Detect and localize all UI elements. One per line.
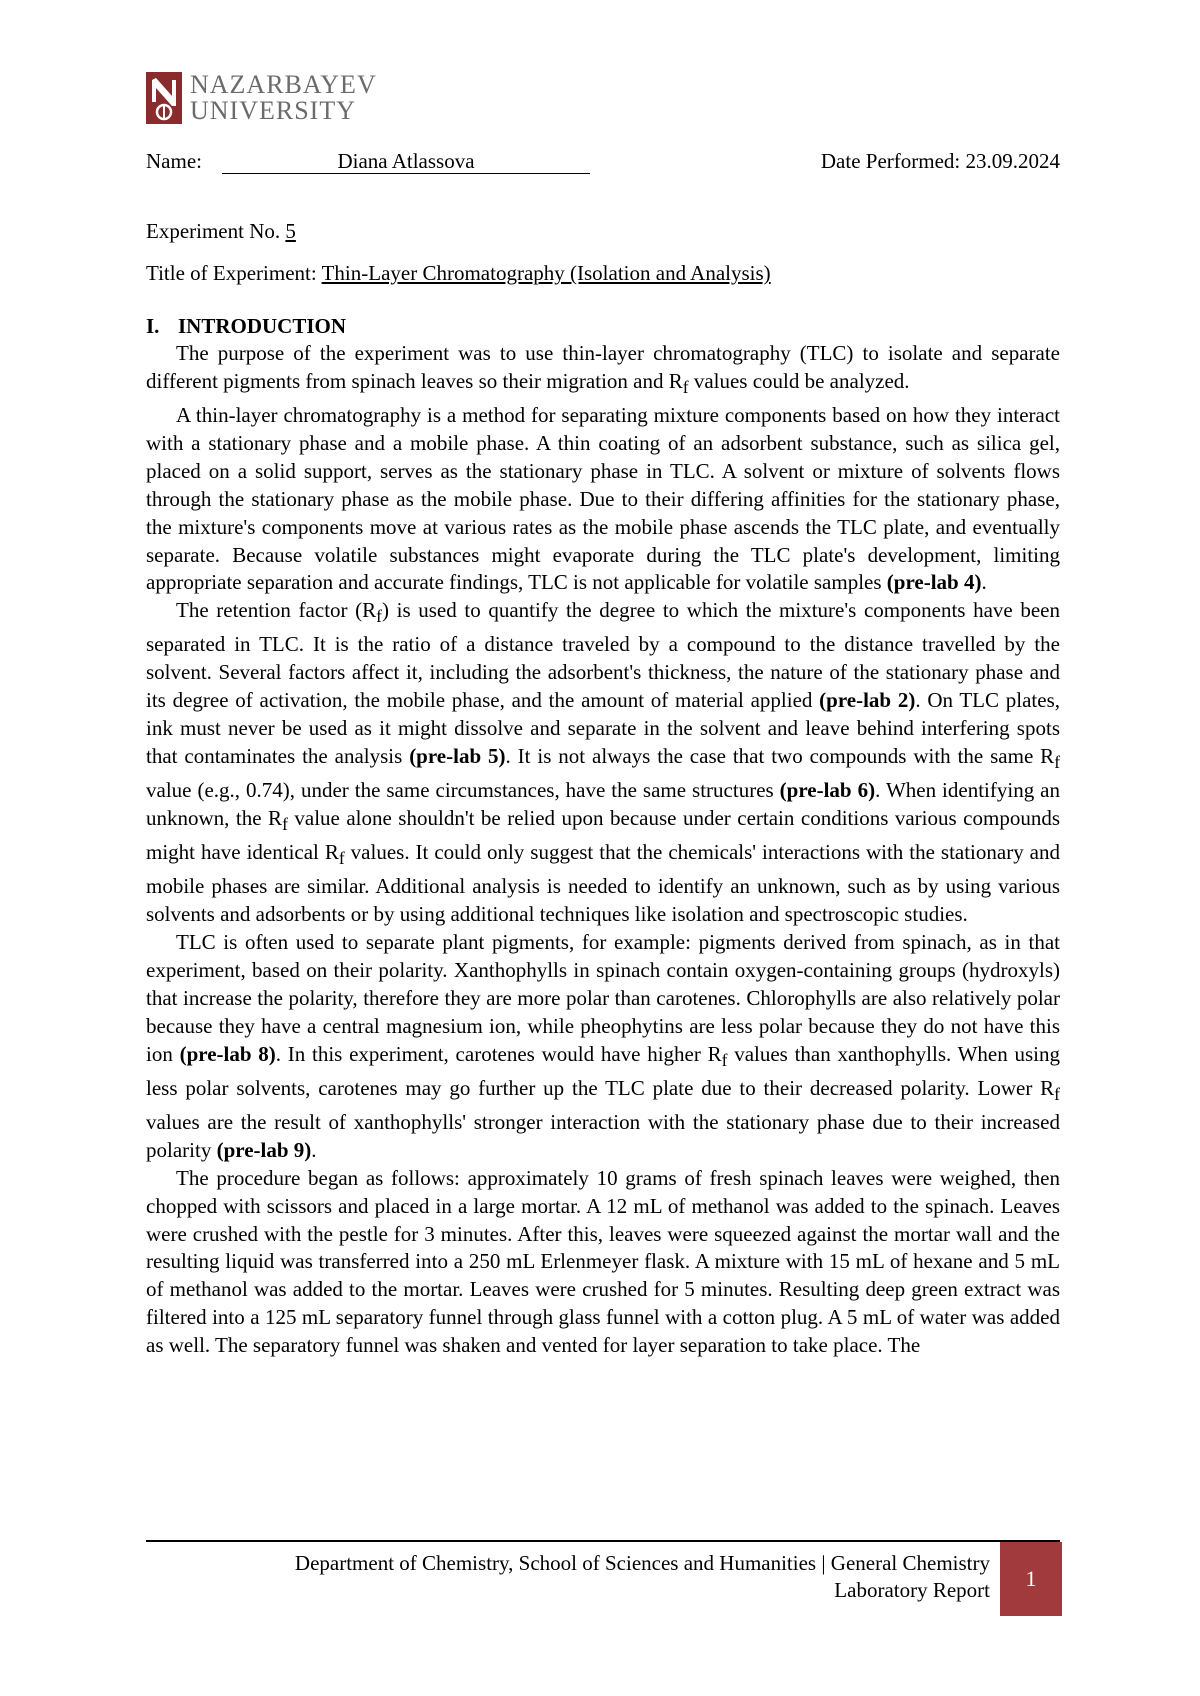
date-performed: Date Performed: 23.09.2024 [820, 149, 1060, 173]
logo-wordmark [190, 72, 377, 124]
name-value: Diana Atlassova [222, 148, 590, 174]
p3-ref-2: (pre-lab 5) [409, 744, 506, 769]
p3-e: value (e.g., 0.74), under the same circumstances, have the same structures [146, 778, 780, 803]
p3-sub-3: f [282, 814, 288, 835]
paragraph-tlc-method [146, 402, 1060, 597]
section-heading [146, 312, 1060, 340]
p3-sub-4: f [338, 848, 345, 869]
nu-emblem-icon [146, 72, 182, 124]
logo-line-1: NAZARBAYEV [190, 70, 377, 99]
experiment-label: Experiment No. [146, 219, 281, 243]
p3-h: values. It could only suggest that the chemicals' interactions with the stationary and mobile phases are similar. Additional analysis is needed to identify an unknown, such as by using various solvents and adsorbents or by using additional techniques like isolation and spectroscopic studies. [146, 840, 1060, 927]
p4-ref-1: (pre-lab 8) [179, 1041, 276, 1066]
p4-e: . [311, 1137, 317, 1162]
experiment-number: 5 [285, 219, 296, 243]
paragraph-plant-pigments [146, 929, 1060, 1165]
report-body [146, 312, 1060, 1360]
p1-subscript: f [682, 377, 689, 398]
name-date-row [146, 148, 1060, 176]
p3-a: The retention factor (R [176, 598, 377, 623]
university-logo [146, 72, 377, 124]
p5-text: The procedure began as follows: approximately 10 grams of fresh spinach leaves were weighed, then chopped with scissors and placed in a large mortar. A 12 mL of methanol was added to the spinach. Leaves were crushed with the pestle for 3 minutes. After this, leaves were squeezed against the mortar wall and the resulting liquid was transferred into a 250 mL Erlenmeyer flask. A mixture with 15 mL of hexane and 5 mL of methanol was added to the mortar. Leaves were crushed for 5 minutes. Resulting deep green extract was filtered into a 125 mL separatory funnel through glass funnel with a cotton plug. A 5 mL of water was added as well. The separatory funnel was shaken and vented for layer separation to take place. The [146, 1165, 1060, 1358]
p3-ref-1: (pre-lab 2) [819, 688, 916, 713]
paragraph-purpose [146, 340, 1060, 402]
p2-text: A thin-layer chromatography is a method for separating mixture components based on how they interact with a stationary phase and a mobile phase. A thin coating of an adsorbent substance, such as silica gel, placed on a solid support, serves as the stationary phase in TLC. A solvent or mixture of solvents flows through the stationary phase as the mobile phase. Due to their differing affinities for the stationary phase, the mixture's components move at various rates as the mobile phase ascends the TLC plate, and eventually separate. Because volatile substances might evaporate during the TLC plate's development, limiting appropriate separation and accurate findings, TLC is not applicable for volatile samples [146, 403, 1060, 595]
p4-sub-1: f [721, 1049, 728, 1070]
paragraph-procedure [146, 1165, 1060, 1360]
footer-text [146, 1550, 990, 1604]
p3-d: . It is not always the case that two compounds with the same R [505, 744, 1055, 769]
p3-sub-1: f [376, 606, 382, 627]
p4-ref-2: (pre-lab 9) [216, 1137, 312, 1162]
p1-end: values could be analyzed. [688, 368, 910, 393]
p2-ref: (pre-lab 4) [886, 570, 982, 595]
experiment-title: Thin-Layer Chromatography (Isolation and Analysis) [321, 261, 771, 285]
footer-line-2: Laboratory Report [834, 1578, 990, 1602]
p4-a: TLC is often used to separate plant pigments, for example: pigments derived from spinach, as in that experiment, based on their polarity. Xanthophylls in spinach contain oxygen-containing groups (hydroxyls) that increase the polarity, therefore they are more polar than carotenes. Chlorophylls are also relatively polar because they have a central magnesium ion, while pheophytins are less polar because they do not have this ion [146, 930, 1060, 1066]
logo-line-2: UNIVERSITY [190, 96, 356, 125]
paragraph-retention-factor [146, 597, 1060, 929]
p3-ref-3: (pre-lab 6) [779, 778, 876, 803]
experiment-title-row [146, 260, 1060, 286]
p4-c: values than xanthophylls. When using less polar solvents, carotenes may go further up the TLC plate due to their decreased polarity. Lower R [146, 1041, 1061, 1100]
section-number: I. [146, 314, 160, 338]
p3-g: value alone shouldn't be relied upon because under certain conditions various compounds might have identical R [146, 806, 1060, 865]
p1-text: The purpose of the experiment was to use thin-layer chromatography (TLC) to isolate and separate different pigments from spinach leaves so their migration and R [146, 341, 1060, 393]
p2-end: . [981, 570, 987, 595]
title-label: Title of Experiment: [146, 261, 317, 285]
footer-line-1: Department of Chemistry, School of Sciences and Humanities | General Chemistry [294, 1551, 990, 1575]
page-number-badge [1000, 1542, 1062, 1616]
experiment-number-row [146, 218, 1060, 244]
p3-f: . When identifying an unknown, the R [146, 778, 1061, 831]
footer-divider [146, 1540, 1060, 1542]
p4-d: values are the result of xanthophylls' stronger interaction with the stationary phase due to their increased polarity [146, 1109, 1060, 1162]
p3-sub-2: f [1054, 752, 1061, 773]
name-label: Name: [146, 149, 202, 173]
p3-b: ) is used to quantify the degree to which the mixture's components have been separated in TLC. It is the ratio of a distance traveled by a compound to the distance travelled by the solvent. Several factors affect it, including the adsorbent's thickness, the nature of the stationary phase and its degree of activation, the mobile phase, and the amount of material applied [146, 598, 1060, 713]
section-title: INTRODUCTION [178, 314, 347, 338]
p4-b: . In this experiment, carotenes would have higher R [275, 1041, 722, 1066]
p3-c: . On TLC plates, ink must never be used as it might dissolve and separate in the solvent and leave behind interfering spots that contaminates the analysis [146, 688, 1060, 769]
p4-sub-2: f [1054, 1083, 1060, 1104]
page-number: 1 [1025, 1566, 1037, 1591]
